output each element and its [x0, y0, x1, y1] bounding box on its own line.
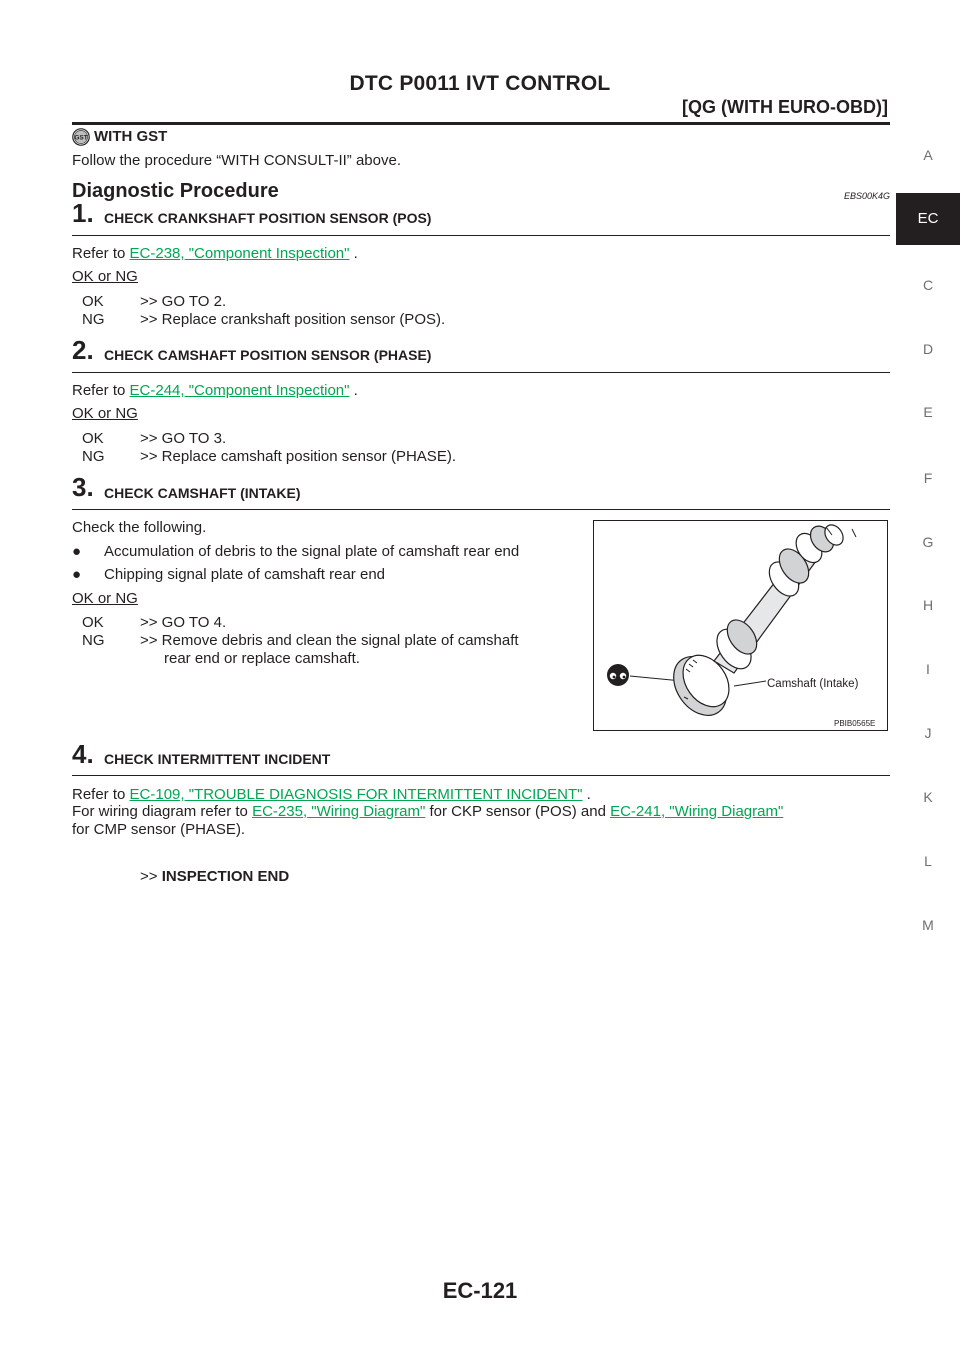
step-3-intro: Check the following. — [72, 519, 207, 536]
page-number: EC-121 — [442, 1278, 518, 1303]
step-3-number: 3. — [72, 472, 94, 502]
gst-icon — [72, 128, 90, 146]
step-4-wiring-suffix: for CMP sensor (PHASE). — [72, 821, 246, 838]
step-4-refer — [72, 786, 591, 804]
step-2-refer-link[interactable]: EC-244, "Component Inspection" — [129, 382, 350, 399]
step-4-refer-prefix: Refer to — [72, 786, 126, 803]
step-1-ng-key: NG — [82, 311, 105, 328]
step-3-ng-value-line1: >> Remove debris and clean the signal plate of camshaft — [140, 632, 519, 649]
step-2-rule — [72, 372, 890, 373]
step-2-title: CHECK CAMSHAFT POSITION SENSOR (PHASE) — [104, 347, 432, 363]
step-2-ng-value: >> Replace camshaft position sensor (PHASE). — [140, 448, 456, 465]
side-tab-j[interactable]: J — [924, 725, 932, 741]
side-tab-g[interactable]: G — [922, 534, 934, 550]
step-4-wiring-prefix: For wiring diagram refer to — [72, 803, 248, 820]
step-3-ng-key: NG — [82, 632, 105, 649]
step-1-ok-key: OK — [82, 293, 104, 310]
page-title: DTC P0011 IVT CONTROL — [349, 72, 611, 95]
step-2-refer-suffix: . — [353, 382, 358, 399]
step-2-okng: OK or NG — [72, 405, 138, 422]
step-1-ng-result — [82, 311, 445, 329]
step-4-refer-link[interactable]: EC-109, "TROUBLE DIAGNOSIS FOR INTERMITTENT INCIDENT" — [129, 786, 583, 803]
step-4-wiring-link-ckp[interactable]: EC-235, "Wiring Diagram" — [252, 803, 426, 820]
inspect-eye-icon — [607, 664, 629, 686]
figure-code: PBIB0565E — [834, 719, 876, 728]
step-4-refer-suffix: . — [586, 786, 591, 803]
step-4-wiring-mid: for CKP sensor (POS) and — [429, 803, 606, 820]
with-gst-heading: WITH GST — [94, 128, 168, 145]
inspection-end — [140, 868, 289, 885]
step-3-rule — [72, 509, 890, 510]
side-tab-f[interactable]: F — [923, 470, 933, 486]
camshaft-figure — [593, 520, 888, 731]
side-tab-ec-active[interactable]: EC — [896, 193, 960, 245]
step-1-number: 1. — [72, 198, 94, 228]
step-1-ng-value: >> Replace crankshaft position sensor (POS). — [140, 311, 446, 328]
step-2-ok-key: OK — [82, 430, 104, 447]
step-1-title: CHECK CRANKSHAFT POSITION SENSOR (POS) — [104, 210, 432, 226]
step-1-ok-result — [82, 293, 226, 311]
step-1-refer — [72, 245, 358, 263]
step-3-bullet-1: ● Accumulation of debris to the signal plate of camshaft rear end — [72, 543, 520, 560]
side-tab-a[interactable]: A — [923, 147, 933, 163]
side-tab-i[interactable]: I — [926, 661, 930, 677]
step-2-ng-key: NG — [82, 448, 105, 465]
step-3-ok-result — [82, 614, 226, 632]
side-tab-c[interactable]: C — [922, 277, 934, 293]
side-tab-k[interactable]: K — [923, 789, 933, 805]
step-4-wiring-link-cmp[interactable]: EC-241, "Wiring Diagram" — [610, 803, 784, 820]
step-2-ng-result — [82, 448, 456, 466]
step-3-title: CHECK CAMSHAFT (INTAKE) — [104, 485, 301, 501]
camshaft-label: Camshaft (Intake) — [767, 678, 859, 690]
step-3-ok-value: >> GO TO 4. — [140, 614, 227, 631]
section-code: EBS00K4G — [843, 191, 890, 201]
side-tab-m[interactable]: M — [922, 917, 934, 933]
step-1-rule — [72, 235, 890, 236]
step-3-ng-value-line2: rear end or replace camshaft. — [164, 650, 360, 667]
step-2-refer — [72, 382, 358, 400]
step-3-bullet-1-text: Accumulation of debris to the signal plate of camshaft rear end — [104, 543, 520, 560]
step-3-ng-result — [82, 632, 582, 650]
step-2-refer-prefix: Refer to — [72, 382, 126, 399]
page-subtitle: [QG (WITH EURO-OBD)] — [682, 97, 888, 117]
step-2-ok-value: >> GO TO 3. — [140, 430, 227, 447]
step-1-ok-value: >> GO TO 2. — [140, 293, 227, 310]
side-tab-d[interactable]: D — [922, 341, 934, 357]
side-tab-e[interactable]: E — [923, 404, 933, 420]
side-tab-h[interactable]: H — [922, 597, 934, 613]
step-1-refer-suffix: . — [353, 245, 358, 262]
step-3-bullet-2: ● Chipping signal plate of camshaft rear end — [72, 566, 386, 583]
side-tab-l[interactable]: L — [924, 853, 932, 869]
camshaft-illustration — [594, 521, 887, 730]
step-2-ok-result — [82, 430, 226, 448]
end-text: INSPECTION END — [161, 868, 290, 885]
step-4-wiring — [72, 803, 783, 821]
step-4-title: CHECK INTERMITTENT INCIDENT — [104, 751, 331, 767]
step-3-bullet-2-text: Chipping signal plate of camshaft rear end — [104, 566, 386, 583]
step-2-number: 2. — [72, 335, 94, 365]
with-gst-text: Follow the procedure “WITH CONSULT-II” above. — [72, 152, 401, 169]
step-4-number: 4. — [72, 739, 94, 769]
step-1-okng: OK or NG — [72, 268, 138, 285]
step-3-okng: OK or NG — [72, 590, 138, 607]
step-1-refer-link[interactable]: EC-238, "Component Inspection" — [129, 245, 350, 262]
step-4-rule — [72, 775, 890, 776]
gst-icon-label: GST — [74, 134, 88, 142]
end-arrow: >> — [140, 868, 158, 885]
diagnostic-procedure-heading: Diagnostic Procedure — [72, 180, 279, 202]
header-rule — [72, 122, 890, 125]
step-1-refer-prefix: Refer to — [72, 245, 126, 262]
step-3-ok-key: OK — [82, 614, 104, 631]
